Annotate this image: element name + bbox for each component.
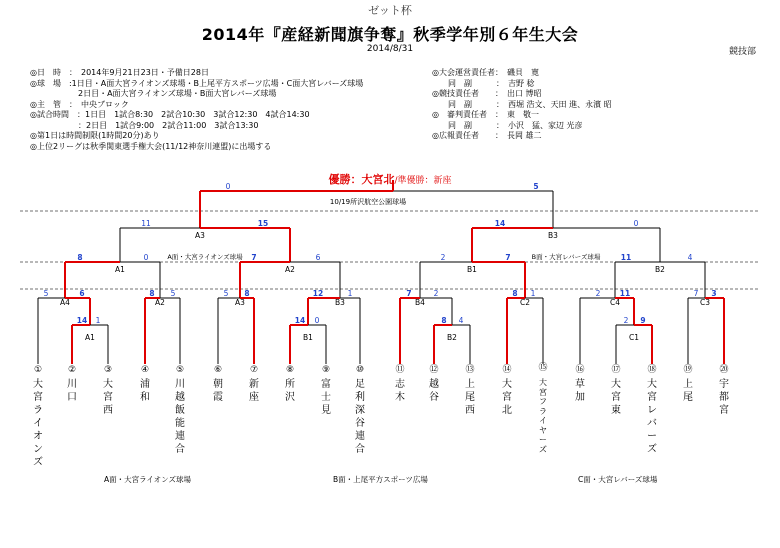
info-line: ◎日 時 ： 2014年9月21日23日・予備日28日 <box>30 68 209 77</box>
score: 7 <box>251 253 257 262</box>
round1-a1-sub <box>72 325 108 364</box>
team-name: 浦和 <box>140 379 150 403</box>
team-entry: ⑧ 所沢 <box>285 365 295 403</box>
tournament-sponsor: ゼット杯 <box>368 4 412 17</box>
team-entry: ② 川口 <box>67 365 77 403</box>
node-label: C2 <box>519 298 531 307</box>
score: 5 <box>223 289 229 298</box>
score: 8 <box>441 316 447 325</box>
staff-line: 同 副 ： 吉野 稔 <box>432 78 535 88</box>
champion-label: 優勝：大宮北 <box>328 173 395 186</box>
score: 4 <box>458 316 464 325</box>
node-label: B1 <box>303 333 313 342</box>
team-name: 足利深谷連合 <box>355 379 365 455</box>
round1-a3 <box>218 298 254 364</box>
score: 1 <box>95 316 101 325</box>
round1-b4 <box>400 298 452 364</box>
score: 2 <box>433 289 439 298</box>
team-entry: ④ 浦和 <box>140 365 150 403</box>
score: 15 <box>257 219 269 228</box>
team-name: 志木 <box>395 379 405 403</box>
score: 1 <box>347 289 353 298</box>
score: 6 <box>315 253 321 262</box>
team-entry: ⑳ 宇都宮 <box>719 365 729 416</box>
venue-label-b: B面・上尾平方スポーツ広場 <box>333 475 428 484</box>
node-label: C4 <box>609 298 621 307</box>
node-label: B4 <box>415 298 425 307</box>
team-name: 富士見 <box>321 379 331 416</box>
team-name: 川越飯能連合 <box>175 379 185 455</box>
team-entry: ⑨ 富士見 <box>321 365 331 416</box>
team-name: 朝霞 <box>213 379 223 403</box>
team-name: 大宮レバーズ <box>647 379 657 455</box>
score: 2 <box>595 289 601 298</box>
node-label: A4 <box>60 298 70 307</box>
team-entry: ⑮ 大宮フライヤーズ <box>538 363 548 454</box>
round1-c1-sub <box>616 325 652 364</box>
team-name: 大宮ライオンズ <box>33 379 43 468</box>
score: 2 <box>623 316 629 325</box>
score: 8 <box>512 289 518 298</box>
node-label: B3 <box>335 298 345 307</box>
team-name: 越谷 <box>429 379 439 403</box>
team-entry: ⑬ 上尾西 <box>465 365 475 416</box>
score: 0 <box>633 219 639 228</box>
team-entry: ③ 大宮西 <box>103 365 113 416</box>
team-entry: ⑭ 大宮北 <box>502 365 512 416</box>
team-name: 大宮フライヤーズ <box>539 378 547 454</box>
team-entry: ⑯ 草加 <box>575 365 585 403</box>
score: 5 <box>533 182 539 191</box>
team-name: 大宮西 <box>103 379 113 416</box>
round1-c4 <box>580 298 634 364</box>
round1-a4 <box>38 298 90 364</box>
score: 0 <box>225 182 231 191</box>
node-label: B2 <box>447 333 457 342</box>
score: 9 <box>640 316 646 325</box>
runner-up-label: /準優勝：新座 <box>394 176 452 186</box>
team-entry: ⑱ 大宮レバーズ <box>647 365 657 455</box>
bracket-venue: A面・大宮ライオンズ球場 <box>167 253 243 261</box>
venue-label-c: C面・大宮レバーズ球場 <box>578 475 658 484</box>
team-entry: ⑩ 足利深谷連合 <box>355 365 365 455</box>
final-venue: 10/19所沢航空公園球場 <box>329 198 407 206</box>
staff-line: ◎大会運営責任者： 磯貝 寛 <box>432 68 539 77</box>
staff-line: 同 副 ： 西堀 浩文、天田 進、永濱 昭 <box>432 99 612 109</box>
score: 8 <box>77 253 83 262</box>
score: 12 <box>312 289 324 298</box>
node-label: A2 <box>285 265 295 274</box>
info-line: 2日目・A面大宮ライオンズ球場・B面大宮レバーズ球場 <box>30 89 277 98</box>
score: 11 <box>619 289 631 298</box>
score: 0 <box>314 316 320 325</box>
info-line: ◎球 場 :1日目・A面大宮ライオンズ球場・B上尾平方スポーツ広場・C面大宮レバーズ球場 <box>30 78 364 88</box>
venue-label-a: A面・大宮ライオンズ球場 <box>104 475 191 484</box>
info-line: ：2日目 1試合9:00 2試合11:00 3試合13:30 <box>30 120 259 130</box>
team-name: 大宮北 <box>502 379 512 416</box>
node-label: A3 <box>235 298 245 307</box>
team-entry: ⑲ 上尾 <box>683 365 693 403</box>
staff-line: ◎ 審判責任者 ： 東 敬一 <box>432 110 539 119</box>
score: 7 <box>406 289 412 298</box>
team-entry: ⑪ 志木 <box>395 365 405 403</box>
score: 7 <box>505 253 511 262</box>
team-name: 草加 <box>575 379 585 403</box>
staff-line: ◎広報責任者 ： 長岡 雄二 <box>432 131 542 140</box>
team-name: 大宮東 <box>611 379 621 416</box>
score: 2 <box>440 253 446 262</box>
score: 1 <box>530 289 536 298</box>
score: 14 <box>494 219 506 228</box>
score: 8 <box>244 289 250 298</box>
team-entry: ⑦ 新座 <box>249 365 259 403</box>
round1-b1-sub <box>290 325 326 364</box>
score: 0 <box>143 253 149 262</box>
score: 14 <box>294 316 306 325</box>
score: 7 <box>693 289 699 298</box>
team-entry: ⑰ 大宮東 <box>611 365 621 416</box>
score: 5 <box>170 289 176 298</box>
team-name: 宇都宮 <box>719 379 729 416</box>
info-line: ◎主 管 ： 中央ブロック <box>30 99 129 109</box>
round1-c3 <box>688 298 724 364</box>
page-title: 2014年『産経新聞旗争奪』秋季学年別６年生大会 <box>201 25 579 44</box>
team-name: 川口 <box>67 379 77 403</box>
node-label: A2 <box>155 298 165 307</box>
team-name: 新座 <box>249 379 259 403</box>
node-label: A1 <box>115 265 125 274</box>
round1-b3 <box>308 298 360 364</box>
round1-c2 <box>507 298 543 364</box>
document-date: 2014/8/31 <box>366 44 414 54</box>
score: 5 <box>43 289 49 298</box>
score: 3 <box>711 289 717 298</box>
team-name: 上尾 <box>683 379 693 403</box>
staff-line: 同 副 ： 小沢 猛、家辺 光彦 <box>432 120 583 130</box>
score: 4 <box>687 253 693 262</box>
bracket-venue: B面・大宮レバーズ球場 <box>531 253 601 261</box>
score: 11 <box>141 219 151 228</box>
node-label: B2 <box>655 265 665 274</box>
score: 11 <box>620 253 632 262</box>
score: 8 <box>149 289 155 298</box>
round1-b2-sub <box>434 325 470 364</box>
score: 6 <box>79 289 85 298</box>
node-label: B3 <box>548 231 558 240</box>
node-label: C3 <box>699 298 711 307</box>
score: 14 <box>76 316 88 325</box>
node-label: A3 <box>195 231 205 240</box>
round1-a2 <box>145 298 180 364</box>
team-entry: ⑥ 朝霞 <box>213 365 223 403</box>
department-label: 競技部 <box>728 47 756 57</box>
node-label: A1 <box>85 333 95 342</box>
info-line: ◎第1日は時間制限(1時間20分)あり <box>30 131 160 140</box>
team-entry: ① 大宮ライオンズ <box>33 365 43 468</box>
team-name: 上尾西 <box>465 379 475 416</box>
staff-line: ◎競技責任者 ： 出口 博昭 <box>432 89 542 98</box>
info-line: ◎上位2リーグは秋季関東選手権大会(11/12神奈川連盟)に出場する <box>30 141 272 151</box>
team-entry: ⑫ 越谷 <box>429 365 439 403</box>
info-line: ◎試合時間 ：1日目 1試合8:30 2試合10:30 3試合12:30 4試合14:30 <box>30 110 310 119</box>
team-name: 所沢 <box>285 379 295 403</box>
node-label: C1 <box>628 333 640 342</box>
node-label: B1 <box>467 265 477 274</box>
team-entry: ⑤ 川越飯能連合 <box>175 365 185 455</box>
